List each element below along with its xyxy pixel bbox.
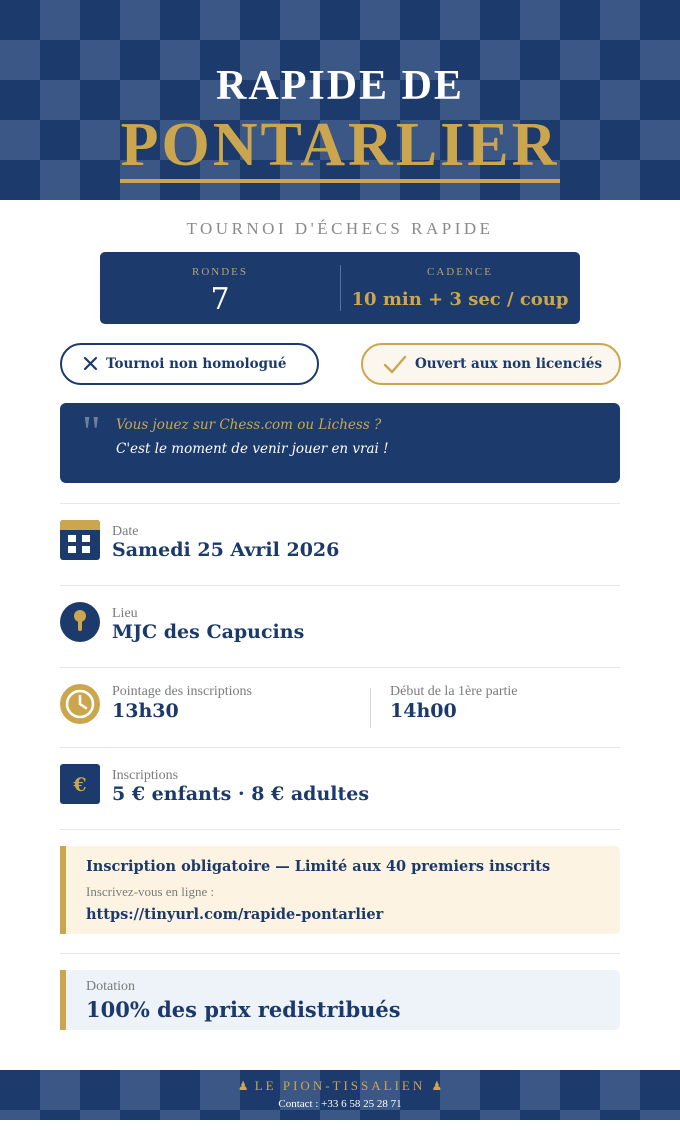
registration-title: Inscription obligatoire — Limité aux 40 premiers inscrits: [86, 858, 551, 875]
badge-open-unlicensed: [361, 343, 621, 385]
start-label: Début de la 1ère partie: [390, 684, 518, 699]
pawn-icon: ♟: [237, 1079, 249, 1093]
fees-label: Inscriptions: [112, 768, 179, 783]
pawn-icon: ♟: [431, 1079, 443, 1093]
quote-mark-icon: ": [82, 406, 101, 457]
stat-cadence: [340, 252, 580, 324]
badge-not-homologated: [60, 343, 319, 385]
divider: [60, 829, 620, 830]
badge-open-unlicensed-label: Ouvert aux non licenciés: [415, 356, 603, 372]
time-divider: [370, 688, 371, 728]
venue-label: Lieu: [112, 606, 138, 621]
footer-organizer: [0, 1078, 680, 1094]
divider: [60, 503, 620, 504]
location-pin-icon: [60, 602, 100, 642]
divider: [60, 953, 620, 954]
registration-subtitle: Inscrivez-vous en ligne :: [86, 884, 215, 899]
subtitle: TOURNOI D'ÉCHECS RAPIDE: [186, 219, 494, 238]
organizer-name: LE PION-TISSALIEN: [254, 1078, 426, 1093]
quote-box: [60, 403, 620, 483]
footer-contact: Contact : +33 6 58 25 28 71: [278, 1098, 402, 1110]
rounds-label: RONDES: [191, 266, 248, 278]
start-value: 14h00: [390, 700, 457, 722]
fees-value: 5 € enfants · 8 € adultes: [112, 783, 370, 805]
prizes-box: [60, 970, 620, 1030]
cadence-label: CADENCE: [427, 266, 493, 278]
euro-icon: [60, 764, 100, 804]
title-underline: [120, 179, 560, 183]
badge-not-homologated-label: Tournoi non homologué: [106, 356, 287, 372]
svg-text:€: €: [73, 774, 87, 796]
header-banner: [0, 0, 680, 200]
title-line-1: RAPIDE DE: [216, 63, 464, 109]
clock-icon: [60, 684, 100, 724]
quote-line-2: C'est le moment de venir jouer en vrai !: [116, 441, 389, 457]
footer: [0, 1070, 680, 1120]
rounds-value: 7: [210, 282, 230, 317]
title-line-2: PONTARLIER: [120, 111, 560, 179]
cadence-value: 10 min + 3 sec / coup: [351, 289, 569, 310]
check-icon: [383, 355, 407, 378]
checkin-label: Pointage des inscriptions: [112, 684, 252, 699]
cross-icon: [82, 355, 99, 376]
registration-box: [60, 846, 620, 934]
divider: [60, 747, 620, 748]
divider: [60, 585, 620, 586]
checkin-value: 13h30: [112, 700, 179, 722]
prizes-value: 100% des prix redistribués: [86, 997, 401, 1022]
stat-rounds: [100, 252, 340, 324]
date-label: Date: [112, 524, 139, 539]
venue-value: MJC des Capucins: [112, 621, 305, 643]
quote-line-1: Vous jouez sur Chess.com ou Lichess ?: [116, 417, 382, 433]
date-value: Samedi 25 Avril 2026: [112, 539, 340, 561]
prizes-label: Dotation: [86, 979, 135, 994]
registration-url[interactable]: https://tinyurl.com/rapide-pontarlier: [86, 906, 384, 923]
divider: [60, 667, 620, 668]
stats-panel: [100, 252, 580, 324]
calendar-icon: [60, 520, 100, 560]
